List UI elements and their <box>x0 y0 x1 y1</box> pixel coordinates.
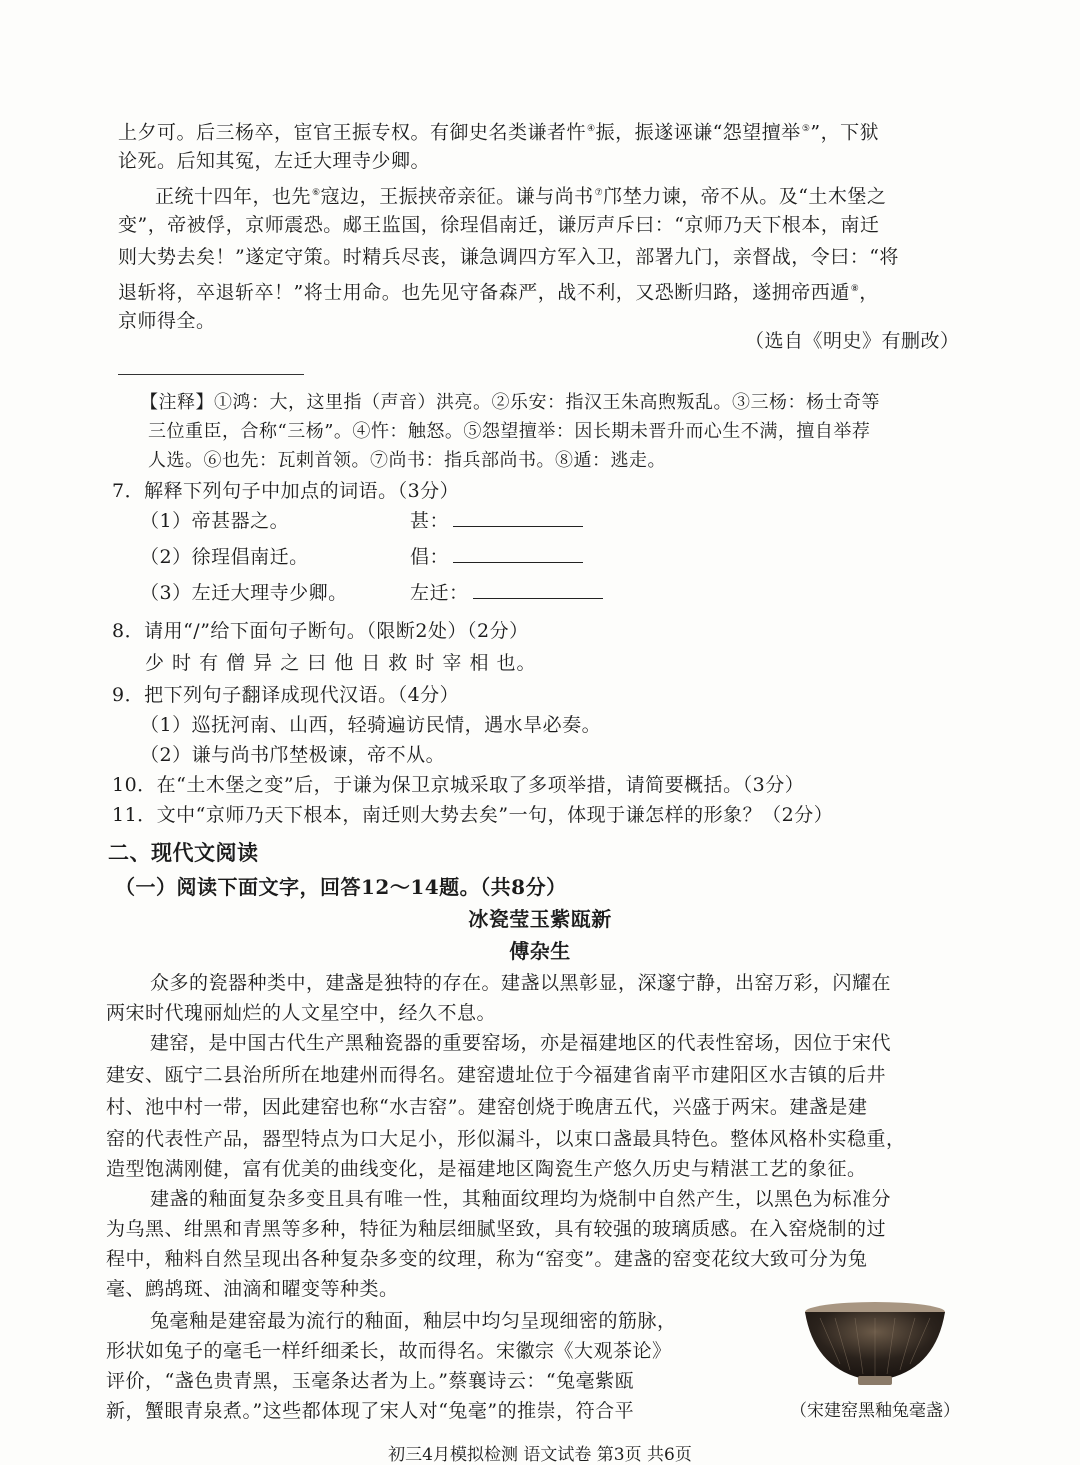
question-9-item-1: （1）巡抚河南、山西，轻骑遍访民情，遇水旱必奏。 <box>140 714 602 736</box>
article-line: 村、池中村一带，因此建窑也称“水吉窑”。建窑创烧于晚唐五代，兴盛于两宋。建盏是建 <box>106 1096 868 1118</box>
article-title: 冰瓷莹玉紫瓯新 <box>468 907 612 931</box>
passage-line <box>155 180 886 209</box>
section-heading: 二、现代文阅读 <box>108 840 259 865</box>
article-line: 造型饱满刚健，富有优美的曲线变化，是福建地区陶瓷生产悠久历史与精湛工艺的象征。 <box>106 1158 867 1180</box>
passage-text: 振，振遂诬谦“怨望擅举 <box>595 121 801 144</box>
answer-blank-3[interactable] <box>410 580 603 606</box>
bowl-foot <box>858 1376 892 1385</box>
article-line: 新，蟹眼青泉煮。”这些都体现了宋人对“兔毫”的推崇，符合平 <box>106 1400 635 1422</box>
footnote-marker: ⑤ <box>801 124 811 134</box>
notes-divider <box>118 374 304 375</box>
footnote-marker: ④ <box>587 124 596 134</box>
passage-line <box>118 116 879 145</box>
section-subheading: （一）阅读下面文字，回答12～14题。（共8分） <box>115 875 567 899</box>
question-8: 8．请用“/”给下面句子断句。（限断2处）（2分） <box>112 620 529 642</box>
article-line: 窑的代表性产品，器型特点为口大足小，形似漏斗，以束口盏最具特色。整体风格朴实稳重， <box>106 1128 906 1150</box>
passage-text: ”，下狱 <box>810 121 880 144</box>
page-footer: 初三4月模拟检测 语文试卷 第3页 共6页 <box>388 1445 692 1465</box>
footnote-marker: ⑥ <box>312 188 321 198</box>
passage-text: 邝埜力谏，帝不从。及“土木堡之 <box>603 185 887 208</box>
passage-line: 则大势去矣！”遂定守策。时精兵尽丧，谦急调四方军入卫，部署九门，亲督战，令曰：“将 <box>118 246 899 268</box>
article-line: 建盏的釉面复杂多变且具有唯一性，其釉面纹理均为烧制中自然产生，以黑色为标准分 <box>150 1188 892 1210</box>
question-7-item-2: （2）徐珵倡南迁。 <box>140 546 309 568</box>
passage-text: ， <box>859 281 879 304</box>
question-7-item-1: （1）帝甚器之。 <box>140 510 290 532</box>
passage-text: 上夕可。后三杨卒，宦官王振专权。有御史名类谦者忤 <box>118 121 587 144</box>
question-10: 10．在“土木堡之变”后，于谦为保卫京城采取了多项举措，请简要概括。（3分） <box>112 774 805 796</box>
answer-blank-2[interactable] <box>410 544 583 570</box>
question-8-text: 少 时 有 僧 异 之 曰 他 日 救 时 宰 相 也。 <box>145 652 537 674</box>
article-line: 评价，“盏色贵青黑，玉毫条达者为上。”蔡襄诗云：“兔毫紫瓯 <box>106 1370 635 1392</box>
passage-text: 退斩将，卒退斩卒！”将士用命。也先见守备森严，战不利，又恐断归路，遂拥帝西遁 <box>118 281 850 304</box>
answer-line[interactable] <box>473 580 603 599</box>
blank-label: 左迁： <box>410 582 469 604</box>
footnote-marker: ⑦ <box>594 188 604 198</box>
question-11: 11．文中“京师乃天下根本，南迁则大势去矣”一句，体现于谦怎样的形象？（2分） <box>112 804 834 826</box>
answer-blank-1[interactable] <box>410 508 583 534</box>
question-9-item-2: （2）谦与尚书邝埜极谏，帝不从。 <box>140 744 446 766</box>
notes-line: 【注释】①鸿：大，这里指（声音）洪亮。②乐安：指汉王朱高煦叛乱。③三杨：杨士奇等 <box>140 392 880 413</box>
question-7: 7．解释下列句子中加点的词语。（3分） <box>112 480 460 502</box>
question-7-item-3: （3）左迁大理寺少卿。 <box>140 582 348 604</box>
passage-text: 正统十四年，也先 <box>155 185 312 208</box>
article-author: 傅杂生 <box>509 939 571 963</box>
article-line: 兔毫釉是建窑最为流行的釉面，釉层中均匀呈现细密的筋脉， <box>150 1310 677 1332</box>
figure-caption: （宋建窑黑釉兔毫盏） <box>790 1401 960 1421</box>
passage-line: 变”，帝被俘，京师震恐。郕王监国，徐珵倡南迁，谦厉声斥曰：“京师乃天下根本，南迁 <box>118 214 880 236</box>
passage-source: （选自《明史》有删改） <box>745 330 960 352</box>
answer-line[interactable] <box>453 508 583 527</box>
passage-line <box>118 276 879 305</box>
answer-line[interactable] <box>453 544 583 563</box>
blank-label: 倡： <box>410 546 450 568</box>
article-line: 为乌黑、绀黑和青黑等多种，特征为釉层细腻坚致，具有较强的玻璃质感。在入窑烧制的过 <box>106 1218 887 1240</box>
article-line: 众多的瓷器种类中，建盏是独特的存在。建盏以黑彰显，深邃宁静，出窑万彩，闪耀在 <box>150 972 892 994</box>
blank-label: 甚： <box>410 510 450 532</box>
question-9: 9．把下列句子翻译成现代汉语。（4分） <box>112 684 460 706</box>
notes-line: 人选。⑥也先：瓦剌首领。⑦尚书：指兵部尚书。⑧遁：逃走。 <box>148 450 666 471</box>
footnote-marker: ⑧ <box>850 284 860 294</box>
article-line: 两宋时代瑰丽灿烂的人文星空中，经久不息。 <box>106 1002 497 1024</box>
notes-line: 三位重臣，合称“三杨”。④忤：触怒。⑤怨望擅举：因长期未晋升而心生不满，擅自举荐 <box>148 421 871 442</box>
tea-bowl-image <box>800 1300 950 1388</box>
passage-text: 寇边，王振挟帝亲征。谦与尚书 <box>320 185 594 208</box>
article-line: 建安、瓯宁二县治所所在地建州而得名。建窑遗址位于今福建省南平市建阳区水吉镇的后井 <box>106 1064 887 1086</box>
article-line: 程中，釉料自然呈现出各种复杂多变的纹理，称为“窑变”。建盏的窑变花纹大致可分为兔 <box>106 1248 868 1270</box>
passage-line: 京师得全。 <box>118 310 216 332</box>
passage-line: 论死。后知其冤，左迁大理寺少卿。 <box>118 150 431 172</box>
article-line: 毫、鹧鸪斑、油滴和曜变等种类。 <box>106 1278 399 1300</box>
article-line: 建窑，是中国古代生产黑釉瓷器的重要窑场，亦是福建地区的代表性窑场，因位于宋代 <box>150 1032 892 1054</box>
article-line: 形状如兔子的毫毛一样纤细柔长，故而得名。宋徽宗《大观茶论》 <box>106 1340 672 1362</box>
